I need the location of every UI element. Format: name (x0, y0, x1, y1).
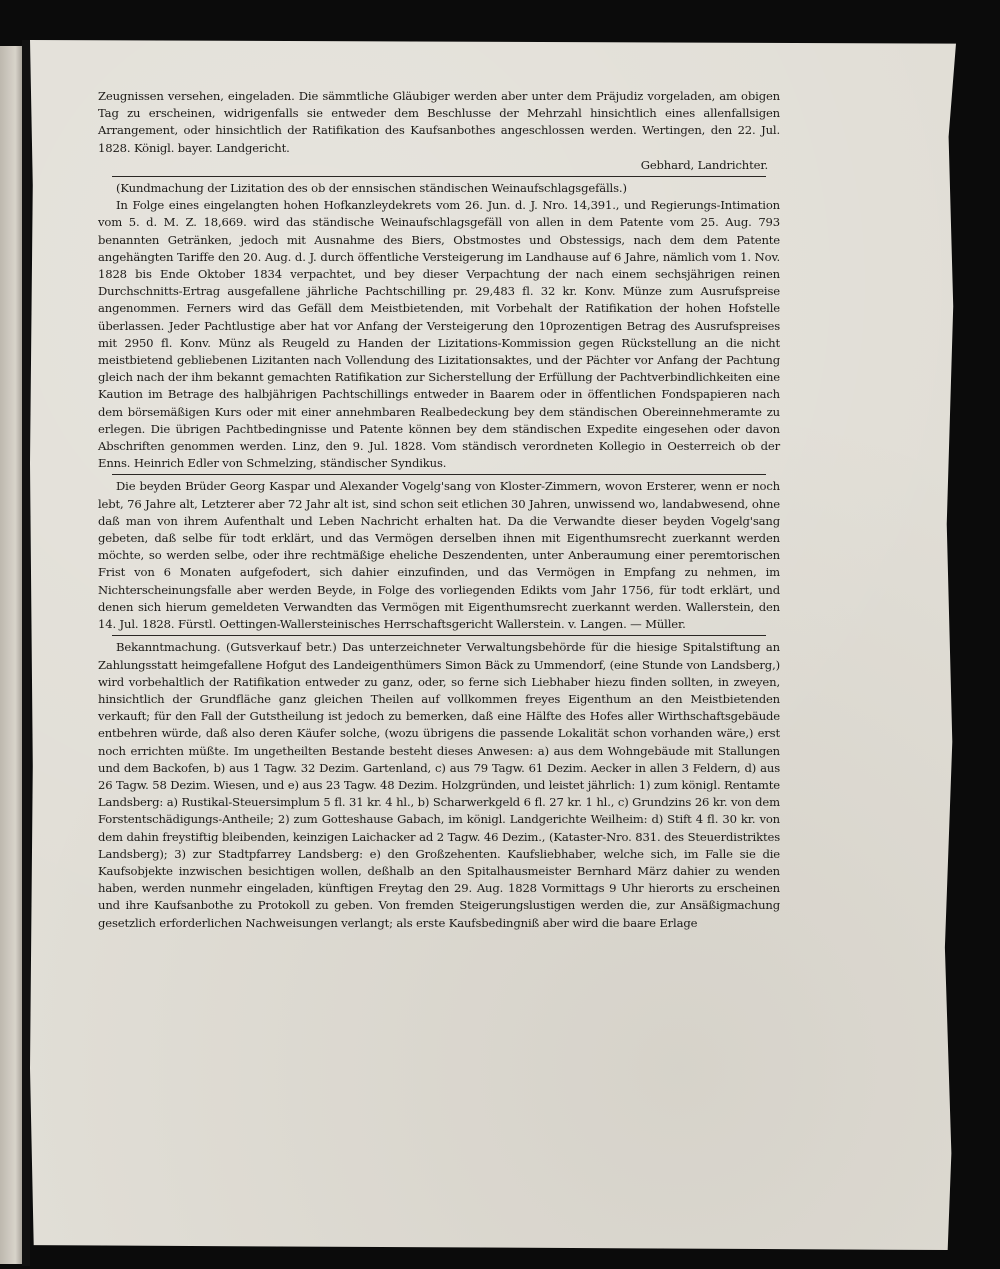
notice-3 (98, 478, 780, 633)
notice-2-heading: (Kundmachung der Lizitation des ob der ennsischen ständischen Weinaufschlagsgefälls.) (116, 181, 627, 196)
notice-4 (98, 639, 780, 931)
text-column (98, 88, 780, 932)
notice-1-signature: Gebhard, Landrichter. (640, 157, 768, 172)
notice-2-paragraph: In Folge eines eingelangten hohen Hofkanzleydekrets vom 26. Jun. d. J. Nro. 14,391., und Regierungs-Intimation vom 5. d. M. Z. 18,669. wird das ständische Weinaufschlagsgefäll von allen in dem Patente vom 25. Aug. 793 benannten Getränken, jedoch mit Ausnahme des Biers, Obstmostes und Obstessigs, nach dem dem Patente angehängten Tariffe den 20. Aug. d. J. durch öffentliche Versteigerung im Landhause auf 6 Jahre, nämlich vom 1. Nov. 1828 bis Ende Oktober 1834 verpachtet, und bey dieser Verpachtung der nach einem sechsjährigen reinen Durchschnitts-Ertrag ausgefallene jährliche Pachtschilling pr. 29,483 fl. 32 kr. Konv. Münze zum Ausrufspreise angenommen. Ferners wird das Gefäll dem Meistbietenden, mit Vorbehalt der Ratifikation der hohen Hofstelle überlassen. Jeder Pachtlustige aber hat vor Anfang der Versteigerung den 10prozentigen Betrag des Ausrufspreises mit 2950 fl. Konv. Münz als Reugeld zu Handen der Lizitations-Kommission gegen Rückstellung an die nicht meistbietend gebliebenen Lizitanten nach Vollendung des Lizitationsaktes, und der Pächter vor Anfang der Pachtung gleich nach der ihm bekannt gemachten Ratifikation zur Sicherstellung der Erfüllung der Pachtverbindlichkeiten eine Kaution im Betrage des halbjährigen Pachtschillings entweder in Baarem oder in öffentlichen Fondspapieren nach dem börsemäßigen Kurs oder mit einer annehmbaren Realbedeckung bey dem ständischen Obereinnehmeramte zu erlegen. Die übrigen Pachtbedingnisse und Patente können bey dem ständischen Expedite eingesehen oder davon Abschriften genommen werden. Linz, den 9. Jul. 1828. Vom ständisch verordneten Kollegio in Oesterreich ob der Enns. Heinrich Edler von Schmelzing, ständischer Syndikus. (98, 198, 780, 471)
notice-2 (98, 180, 780, 472)
notice-4-paragraph: Bekanntmachung. (Gutsverkauf betr.) Das unterzeichneter Verwaltungsbehörde für die hiesige Spitalstiftung an Zahlungsstatt heimgefallene Hofgut des Landeigenthümers Simon Bäck zu Ummendorf, (eine Stunde von Landsberg,) wird vorbehaltlich der Ratifikation entweder zu ganz, oder, so ferne sich Liebhaber hiezu finden sollten, in zweyen, hinsichtlich der Grundfläche ganz gleichen Theilen auf vollkommen freyes Eigenthum an den Meistbietenden verkauft; für den Fall der Gutstheilung ist jedoch zu bemerken, daß eine Hälfte des Hofes aller Wirthschaftsgebäude entbehren würde, daß also deren Käufer solche, (wozu übrigens die passende Lokalität schon vorhanden wäre,) erst noch errichten müßte. Im ungetheilten Bestande besteht dieses Anwesen: a) aus dem Wohngebäude mit Stallungen und dem Backofen, b) aus 1 Tagw. 32 Dezim. Gartenland, c) aus 79 Tagw. 61 Dezim. Aecker in allen 3 Feldern, d) aus 26 Tagw. 58 Dezim. Wiesen, und e) aus 23 Tagw. 48 Dezim. Holzgründen, und leistet jährlich: 1) zum königl. Rentamte Landsberg: a) Rustikal-Steuersimplum 5 fl. 31 kr. 4 hl., b) Scharwerkgeld 6 fl. 27 kr. 1 hl., c) Grundzins 26 kr. von dem Forstentschädigungs-Antheile; 2) zum Gotteshause Gabach, im königl. Landgerichte Weilheim: d) Stift 4 fl. 30 kr. von dem dahin freystiftig bleibenden, keinzigen Laichacker ad 2 Tagw. 46 Dezim., (Kataster-Nro. 831. des Steuerdistriktes Landsberg); 3) zur Stadtpfarrey Landsberg: e) den Großzehenten. Kaufsliebhaber, welche sich, im Falle sie die Kaufsobjekte inzwischen besichtigen wollen, deßhalb an den Spitalhausmeister Bernhard März dahier zu wenden haben, werden nunmehr eingeladen, künftigen Freytag den 29. Aug. 1828 Vormittags 9 Uhr hierorts zu erscheinen und ihre Kaufsanbothe zu Protokoll zu geben. Von fremden Steigerungslustigen werden die, zur Ansäßigmachung gesetzlich erforderlichen Nachweisungen verlangt; als erste Kaufsbedingniß aber wird die baare Erlage (98, 640, 780, 930)
notice-1-paragraph: Zeugnissen versehen, eingeladen. Die sämmtliche Gläubiger werden aber unter dem Präjudiz vorgeladen, am obigen Tag zu erscheinen, widrigenfalls sie entweder dem Beschlusse der Mehrzahl hinsichtlich eines allenfallsigen Arrangement, oder hinsichtlich der Ratifikation des Kaufsanbothes angeschlossen werden. Wertingen, den 22. Jul. 1828. Königl. bayer. Landgericht. (98, 89, 780, 155)
separator-rule (112, 474, 767, 475)
notice-3-paragraph: Die beyden Brüder Georg Kaspar und Alexander Vogelg'sang von Kloster-Zimmern, wovon Ersterer, wenn er noch lebt, 76 Jahre alt, Letzterer aber 72 Jahr alt ist, sind schon seit etlichen 30 Jahren, unwissend wo, landabwesend, ohne daß man von ihrem Aufenthalt und Leben Nachricht erhalten hat. Da die Verwandte dieser beyden Vogelg'sang gebeten, daß selbe für todt erklärt, und das Vermögen derselben ihnen mit Eigenthumsrecht zuerkannt werden möchte, so werden selbe, oder ihre rechtmäßige eheliche Deszendenten, unter Anberaumung einer peremtorischen Frist von 6 Monaten aufgefodert, sich dahier einzufinden, und das Vermögen in Empfang zu nehmen, im Nichterscheinungsfalle aber werden Beyde, in Folge des vorliegenden Edikts vom Jahr 1756, für todt erklärt, und denen sich hierum gemeldeten Verwandten das Vermögen mit Eigenthumsrecht zuerkannt werden. Wallerstein, den 14. Jul. 1828. Fürstl. Oettingen-Wallersteinisches Herrschaftsgericht Wallerstein. v. Langen. — Müller. (98, 479, 780, 632)
separator-rule (112, 635, 767, 636)
book-gutter (22, 40, 30, 1266)
separator-rule (112, 176, 767, 177)
previous-page-edge (0, 46, 22, 1264)
notice-1 (98, 88, 780, 174)
